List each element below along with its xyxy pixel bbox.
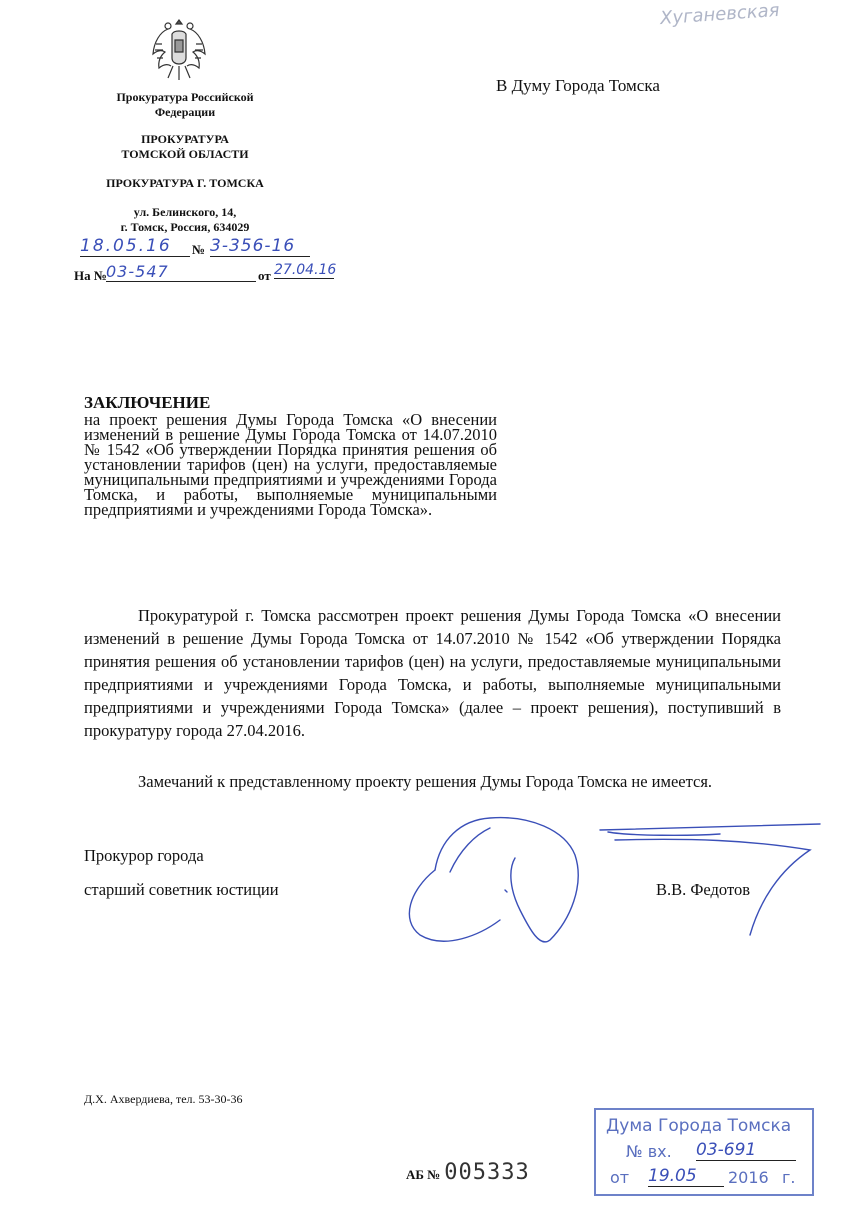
ref-from-label: от: [258, 268, 271, 283]
signatory-name: В.В. Федотов: [656, 880, 750, 899]
outgoing-date: 18.05.16: [80, 236, 190, 257]
double-headed-eagle-emblem-icon: [150, 14, 208, 84]
position-line1: Прокурор города: [84, 846, 204, 865]
stamp-no-label: № вх.: [626, 1142, 672, 1161]
doc-subject: на проект решения Думы Города Томска «О внесении изменений в решение Думы Города Томска от 14.07.2010 № 1542 «Об утверждении Порядка принятия решения об установлении тарифов (цен) на услуги, предоставляемые муниципальными предприятиями и учреждениями Города Томска, и работы, выполняемые муниципальными предприятиями и учреждениями Города Томска».: [84, 410, 497, 519]
org-line2: Федерации: [154, 105, 216, 119]
executor-info: Д.Х. Ахвердиева, тел. 53-30-36: [84, 1092, 243, 1106]
reference-line: [74, 262, 344, 284]
org-line1: Прокуратура Российской: [116, 90, 254, 104]
outgoing-no-label: №: [192, 242, 206, 257]
position-line2: старший советник юстиции: [84, 880, 279, 899]
address-line2: г. Томск, Россия, 634029: [120, 220, 250, 234]
form-serial-label: АБ №: [406, 1167, 441, 1182]
address-line1: ул. Белинского, 14,: [133, 205, 237, 219]
incoming-stamp: [594, 1108, 814, 1196]
org3: ПРОКУРАТУРА Г. ТОМСКА: [106, 176, 264, 190]
outgoing-no: 3-356-16: [210, 236, 310, 257]
stamp-org: Дума Города Томска: [606, 1116, 792, 1136]
stamp-year: 2016: [728, 1168, 769, 1187]
doc-title: ЗАКЛЮЧЕНИЕ: [84, 393, 211, 412]
org2-line1: ПРОКУРАТУРА: [141, 132, 229, 146]
org2-line2: ТОМСКОЙ ОБЛАСТИ: [121, 147, 249, 161]
handwritten-signature: [390, 810, 830, 950]
addressee: В Думу Города Томска: [496, 76, 660, 95]
ref-date: 27.04.16: [274, 262, 337, 278]
form-serial: [406, 1160, 530, 1188]
sender-block: [80, 90, 290, 235]
corner-note: Хуганевская: [659, 0, 781, 30]
ref-label: На №: [74, 268, 107, 283]
paragraph-2: Замечаний к представленному проекту решения Думы Города Томска не имеется.: [138, 772, 713, 791]
stamp-no: 03-691: [696, 1140, 796, 1161]
paragraph-1: Прокуратурой г. Томска рассмотрен проект решения Думы Города Томска «О внесении изменений в решение Думы Города Томска от 14.07.2010 № 1542 «Об утверждении Порядка принятия решения об установлении тарифов (цен) на услуги, предоставляемые муниципальными предприятиями и учреждениями Города Томска, и работы, выполняемые муниципальными предприятиями и учреждениями Города Томска» (далее – проект решения), поступивший в прокуратуру города 27.04.2016.: [84, 606, 781, 740]
outgoing-line: [80, 236, 310, 258]
stamp-from-label: от: [610, 1168, 630, 1187]
stamp-year-end: г.: [782, 1168, 796, 1187]
ref-no: 03-547: [106, 262, 256, 282]
form-serial-number: 005333: [444, 1160, 530, 1185]
stamp-date: 19.05: [648, 1166, 724, 1187]
